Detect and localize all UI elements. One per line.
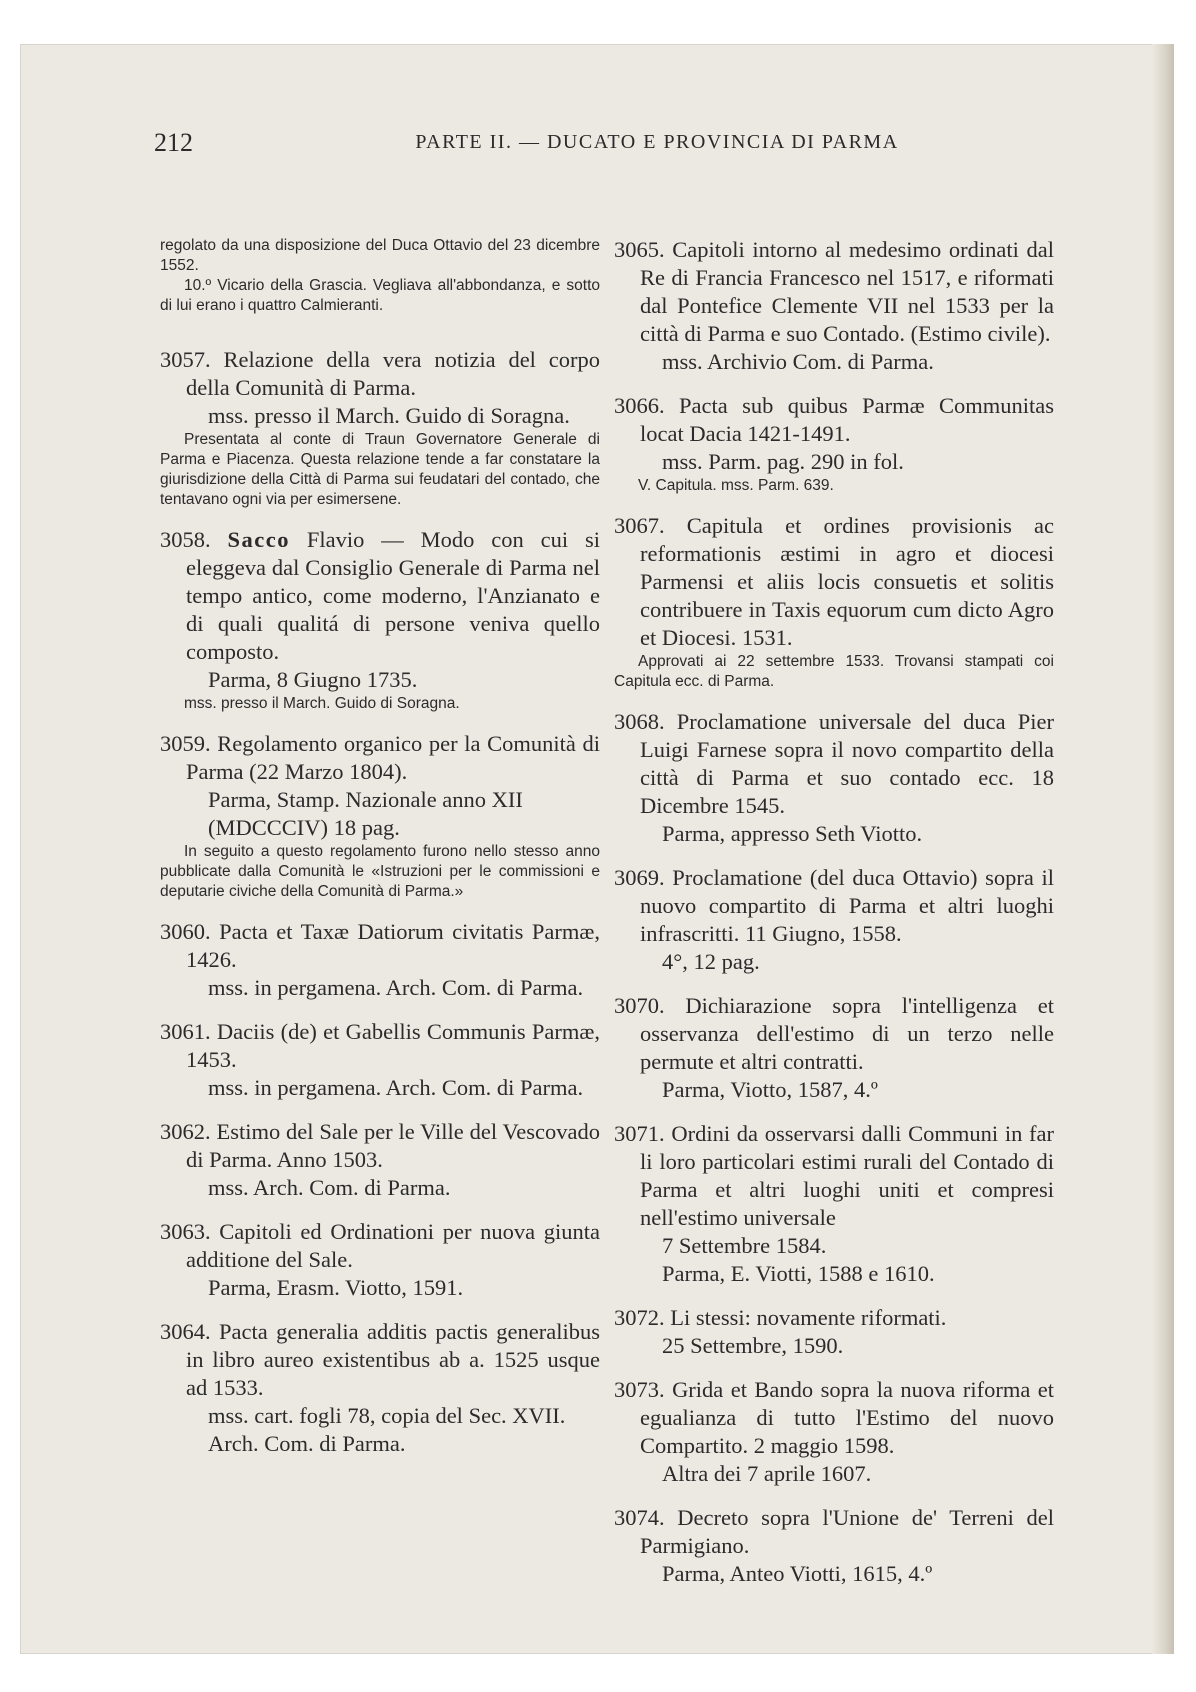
entry-number: 3064. [160,1319,211,1344]
entry-number: 3069. [614,865,665,890]
entry-number: 3059. [160,731,211,756]
entry-text [614,992,1054,1076]
entry-title: Estimo del Sale per le Ville del Vescovado di Parma. Anno 1503. [186,1119,601,1172]
entry-number: 3063. [160,1219,211,1244]
entry-location: mss. Arch. Com. di Parma. [208,1175,451,1200]
entry-title: Proclamatione universale del duca Pier Luigi Farnese sopra il novo compartito della città di Parma et suo contado ecc. 18 Dicembre 1545. [640,709,1055,818]
entry-text [160,1218,600,1274]
entry-location: Parma, Stamp. Nazionale anno XII (MDCCCIV) 18 pag. [208,787,523,840]
right-column [614,236,1054,1604]
catalog-entry-3066 [614,392,1054,496]
entry-title: Pacta et Taxæ Datiorum civitatis Parmæ, 1426. [186,919,600,972]
entry-location: Parma, appresso Seth Viotto. [662,821,923,846]
entry-title: Capitula et ordines provisionis ac reformationis æstimi in agro et diocesi Parmensi et aliis locis consuetis et solitis contribuere in Taxis equorum cum dicto Agro et Diocesi. 1531. [640,513,1054,650]
entry-text [160,918,600,974]
entry-location: mss. presso il March. Guido di Soragna. [208,403,570,428]
entry-number: 3074. [614,1505,665,1530]
entry-text [614,1504,1054,1560]
entry-number: 3065. [614,237,665,262]
catalog-entry-3061 [160,1018,600,1102]
entry-location: Altra dei 7 aprile 1607. [662,1461,872,1486]
entry-text [614,236,1054,348]
entry-location: Parma, Viotto, 1587, 4.º [662,1077,878,1102]
running-title-part: PARTE II. [415,131,513,153]
catalog-entry-3065 [614,236,1054,376]
entry-text [614,864,1054,948]
catalog-entry-3070 [614,992,1054,1104]
entry-location: Parma, Anteo Viotti, 1615, 4.º [662,1561,933,1586]
entry-location: mss. Archivio Com. di Parma. [662,349,934,374]
entry-title: Relazione della vera notizia del corpo della Comunità di Parma. [186,347,601,400]
catalog-entry-3063 [160,1218,600,1302]
continuation-block [160,236,600,316]
entry-title: Decreto sopra l'Unione de' Terreni del Parmigiano. [640,1505,1055,1558]
entry-title: Pacta generalia additis pactis generalibus in libro aureo existentibus ab a. 1525 usque ad 1533. [186,1319,600,1400]
catalog-entry-3059 [160,730,600,902]
entry-number: 3071. [614,1121,665,1146]
catalog-entry-3071 [614,1120,1054,1288]
entry-location: 7 Settembre 1584. [662,1233,827,1258]
entry-title: Capitoli intorno al medesimo ordinati dal Re di Francia Francesco nel 1517, e riformati dal Pontefice Clemente VII nel 1533 per la città di Parma e suo Contado. (Estimo civile). [640,237,1055,346]
entry-text [160,346,600,402]
entry-number: 3068. [614,709,665,734]
running-title [20,131,1174,154]
entry-text [614,1376,1054,1460]
entry-text [614,512,1054,652]
entry-number: 3060. [160,919,211,944]
entry-text [160,1018,600,1074]
entry-number: 3057. [160,347,211,372]
entry-number: 3062. [160,1119,211,1144]
entry-title: Ordini da osservarsi dalli Communi in far li loro particolari estimi rurali del Contado di Parma et altri luoghi uniti et compresi nell'estimo universale [640,1121,1055,1230]
entry-text [160,1118,600,1174]
entry-note: V. Capitula. mss. Parm. 639. [638,477,834,494]
catalog-entry-3069 [614,864,1054,976]
page-binding-shadow [1152,44,1174,1654]
entry-text [160,1318,600,1402]
catalog-entry-3074 [614,1504,1054,1588]
left-column [160,236,600,1474]
entry-title: Flavio — Modo con cui si eleggeva dal Consiglio Generale di Parma nel tempo antico, come moderno, l'Anzianato e di quali qualitá di persone veniva quello composto. [186,527,600,664]
entry-number: 3066. [614,393,665,418]
entry-title: Dichiarazione sopra l'intelligenza et osservanza dell'estimo di un terzo nelle permute et altri contratti. [640,993,1054,1074]
entry-location: mss. in pergamena. Arch. Com. di Parma. [208,1075,584,1100]
catalog-entry-3067 [614,512,1054,692]
entry-note: Approvati ai 22 settembre 1533. Trovansi stampati coi Capitula ecc. di Parma. [614,653,1054,690]
entry-number: 3058. [160,527,211,552]
entry-number: 3061. [160,1019,211,1044]
entry-note: Presentata al conte di Traun Governatore Generale di Parma e Piacenza. Questa relazione tende a far constatare la giurisdizione della Città di Parma sui feudatari del contado, che tentavano ogni via per esimersene. [160,431,600,508]
entry-text [160,526,600,666]
entry-title: Li stessi: novamente riformati. [670,1305,947,1330]
book-page [20,44,1174,1654]
entry-location: Parma, E. Viotti, 1588 e 1610. [662,1261,935,1286]
catalog-entry-3072 [614,1304,1054,1360]
catalog-entry-3060 [160,918,600,1002]
entry-number: 3073. [614,1377,665,1402]
page-number: 212 [154,128,193,157]
catalog-entry-3073 [614,1376,1054,1488]
continuation-note: 10.º Vicario della Grascia. Vegliava all'abbondanza, e sotto di lui erano i quattro Calmieranti. [160,277,600,314]
entry-location: 4°, 12 pag. [662,949,760,974]
entry-location: mss. Parm. pag. 290 in fol. [662,449,904,474]
catalog-entry-3062 [160,1118,600,1202]
running-title-section: — DUCATO E PROVINCIA DI PARMA [518,131,899,153]
entry-text [614,392,1054,448]
entry-number: 3070. [614,993,665,1018]
entry-location: mss. cart. fogli 78, copia del Sec. XVII. Arch. Com. di Parma. [208,1403,566,1456]
entry-location: 25 Settembre, 1590. [662,1333,844,1358]
continuation-note: regolato da una disposizione del Duca Ottavio del 23 dicembre 1552. [160,237,600,274]
entry-text [160,730,600,786]
catalog-entry-3058 [160,526,600,714]
entry-author: Sacco [227,527,290,552]
entry-title: Proclamatione (del duca Ottavio) sopra il nuovo compartito di Parma et altri luoghi infrascritti. 11 Giugno, 1558. [640,865,1054,946]
entry-text [614,1120,1054,1232]
entry-title: Daciis (de) et Gabellis Communis Parmæ, 1453. [186,1019,600,1072]
entry-number: 3072. [614,1305,665,1330]
entry-note: mss. presso il March. Guido di Soragna. [184,695,460,712]
catalog-entry-3064 [160,1318,600,1458]
entry-location: Parma, 8 Giugno 1735. [208,667,418,692]
entry-location: mss. in pergamena. Arch. Com. di Parma. [208,975,584,1000]
entry-title: Pacta sub quibus Parmæ Communitas locat Dacia 1421-1491. [640,393,1054,446]
catalog-entry-3068 [614,708,1054,848]
entry-title: Grida et Bando sopra la nuova riforma et egualianza di tutto l'Estimo del nuovo Compartito. 2 maggio 1598. [640,1377,1054,1458]
entry-note: In seguito a questo regolamento furono nello stesso anno pubblicate dalla Comunità le «Istruzioni per le commissioni e deputarie civiche della Comunità di Parma.» [160,843,600,900]
entry-text [614,1304,1054,1332]
page-header [20,128,1174,168]
entry-location: Parma, Erasm. Viotto, 1591. [208,1275,464,1300]
catalog-entry-3057 [160,346,600,510]
entry-number: 3067. [614,513,665,538]
entry-title: Regolamento organico per la Comunità di Parma (22 Marzo 1804). [186,731,601,784]
entry-title: Capitoli ed Ordinationi per nuova giunta additione del Sale. [186,1219,600,1272]
entry-text [614,708,1054,820]
